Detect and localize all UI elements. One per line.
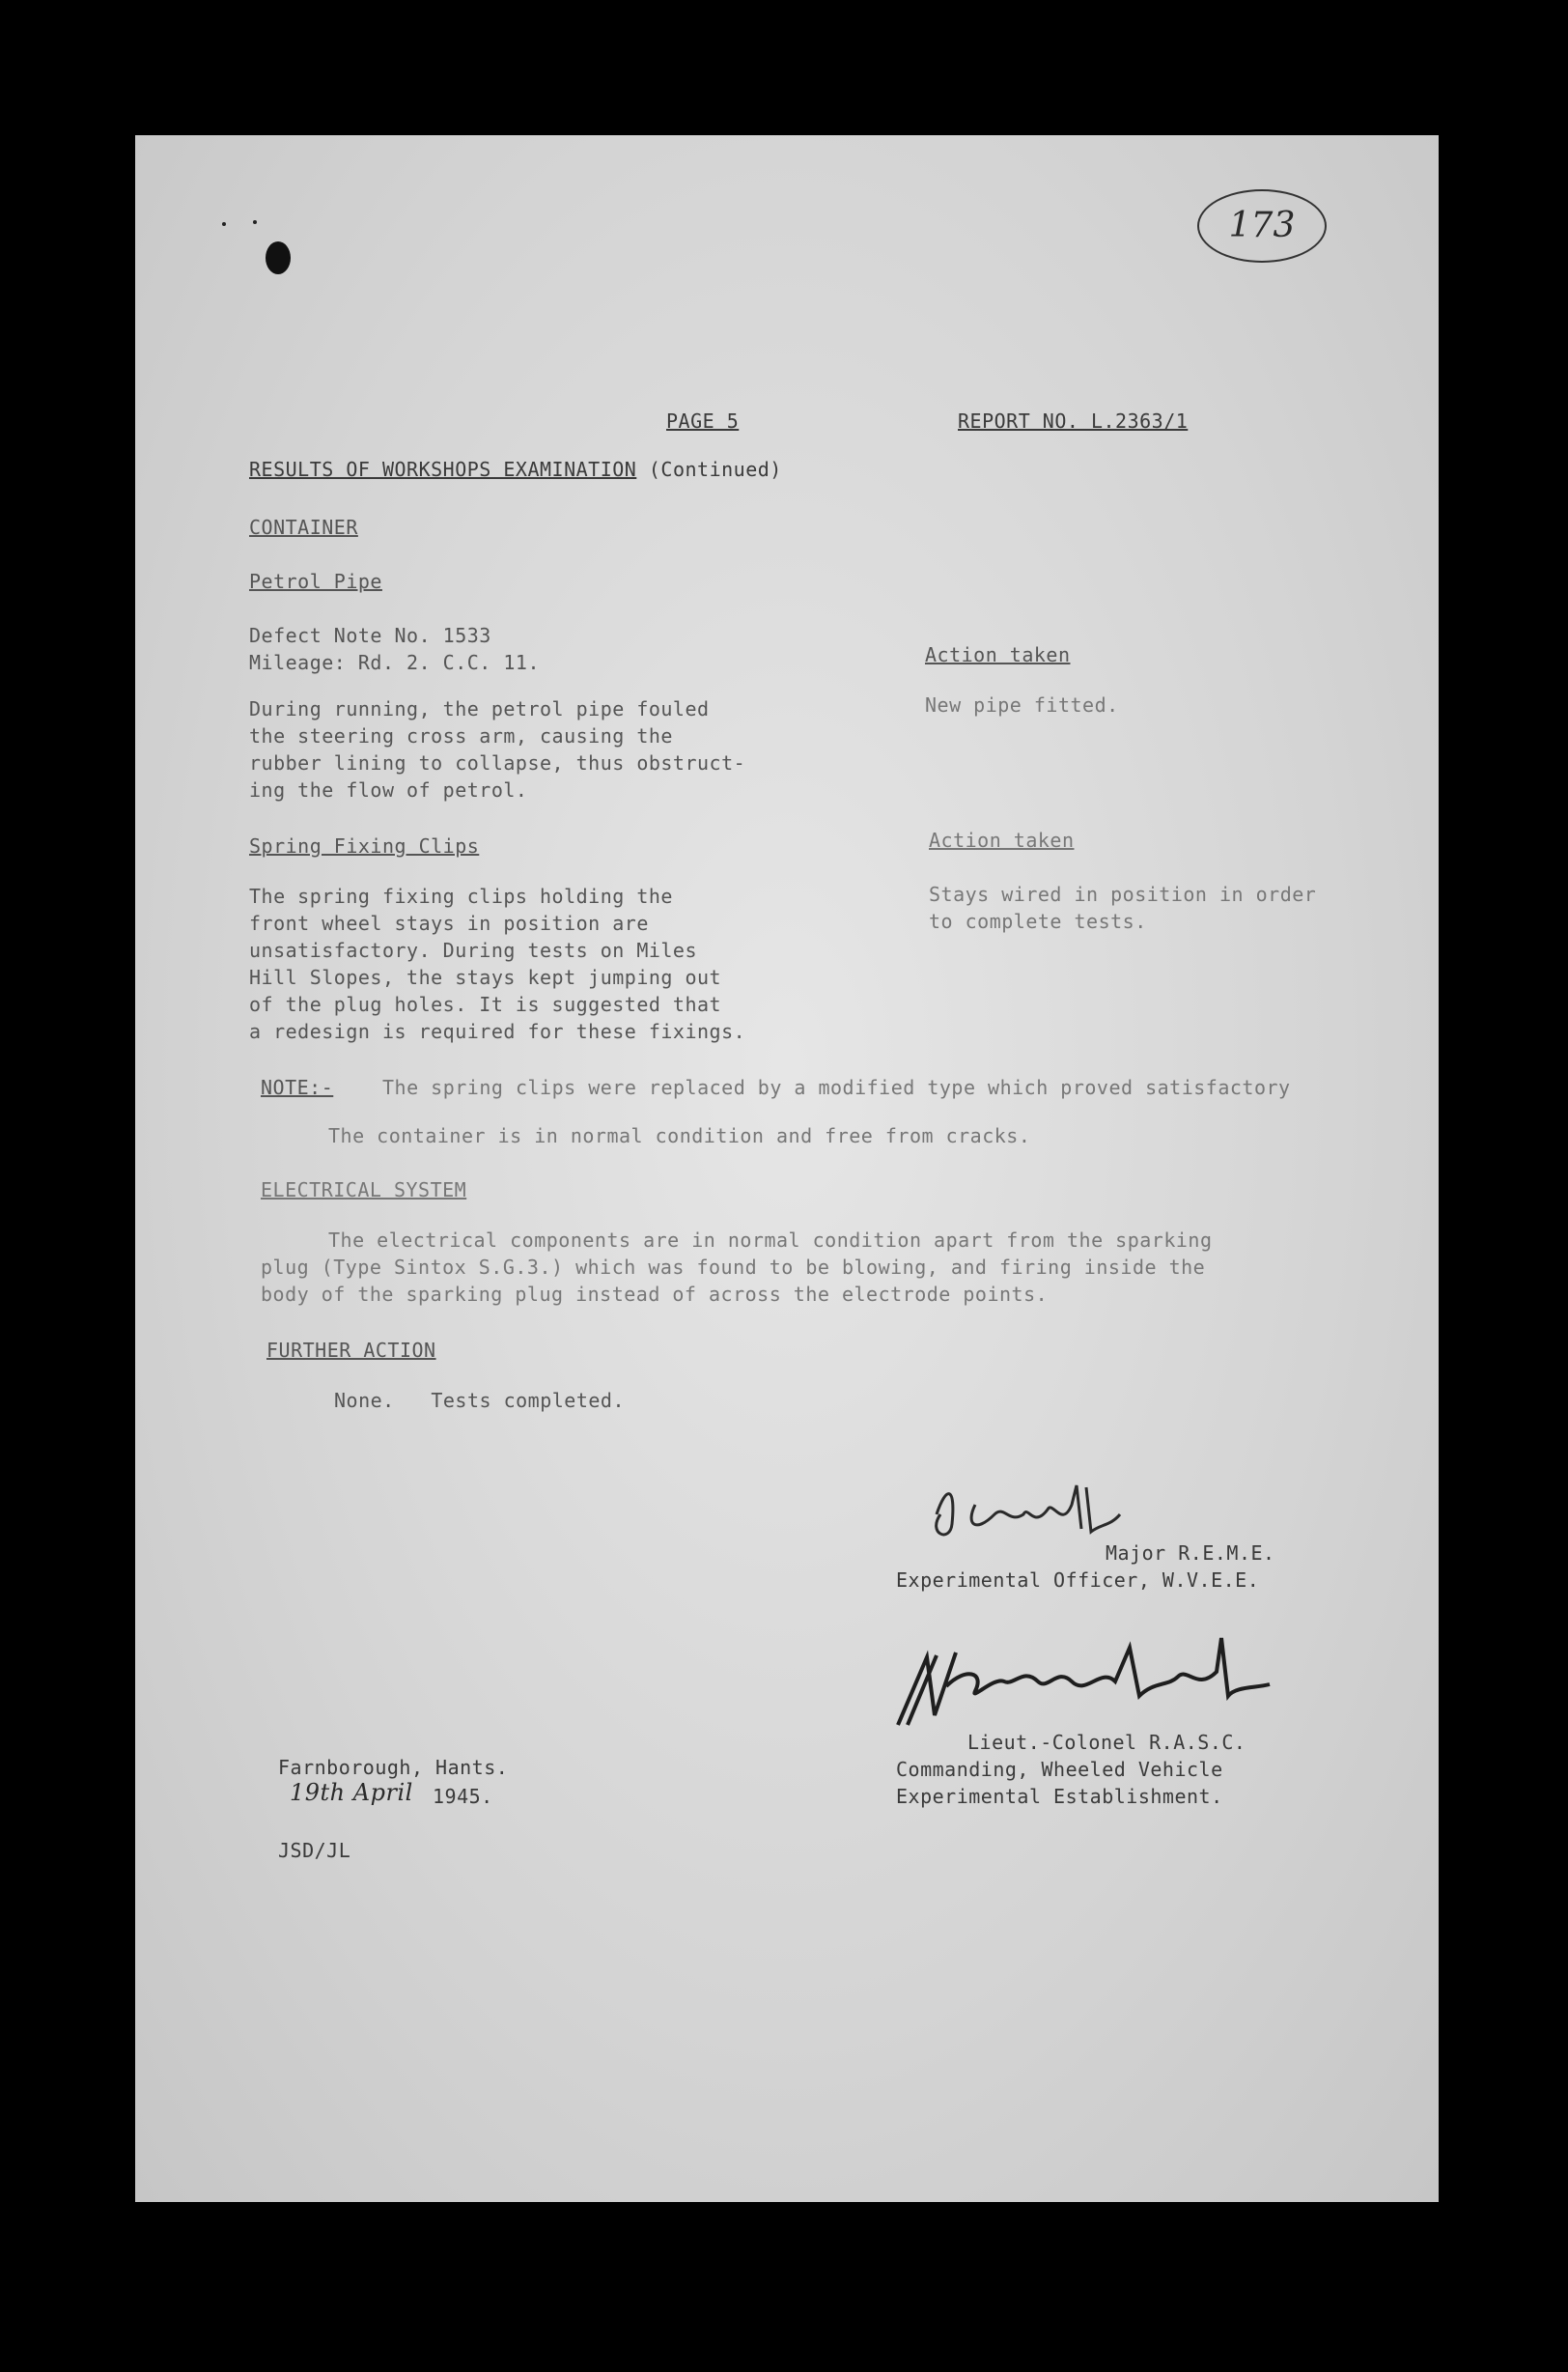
container-heading: CONTAINER [249,516,358,539]
signature-commanding-officer-drawing [888,1628,1274,1735]
petrol-body-line: the steering cross arm, causing the [249,724,673,748]
further-action-heading: FURTHER ACTION [266,1339,436,1362]
signatory1-title: Experimental Officer, W.V.E.E. [896,1568,1260,1592]
speck [222,222,226,226]
section-title-heading: RESULTS OF WORKSHOPS EXAMINATION [249,458,637,481]
electrical-heading: ELECTRICAL SYSTEM [261,1178,467,1201]
signatory1-rank: Major R.E.M.E. [1106,1541,1275,1565]
document-page [135,135,1439,2202]
signature-commanding-officer [888,1628,1274,1735]
petrol-body-line: During running, the petrol pipe fouled [249,697,710,720]
spring-action-line: to complete tests. [929,910,1147,933]
speck [253,220,257,224]
defect-note: Defect Note No. 1533 [249,624,491,647]
electrical-body-line: The electrical components are in normal condition apart from the sparking [328,1228,1213,1252]
punch-hole [266,241,291,274]
spring-action-heading: Action taken [929,829,1075,852]
spring-body-line: of the plug holes. It is suggested that [249,993,722,1016]
petrol-body-line: ing the flow of petrol. [249,778,528,802]
report-number: REPORT NO. L.2363/1 [958,409,1189,433]
spring-body-line: The spring fixing clips holding the [249,885,673,908]
spring-clips-heading: Spring Fixing Clips [249,834,480,858]
mileage: Mileage: Rd. 2. C.C. 11. [249,651,540,674]
note-label: NOTE:- [261,1076,334,1099]
spring-body-line: front wheel stays in position are [249,912,649,935]
page-number: PAGE 5 [666,409,740,433]
reference: JSD/JL [278,1839,351,1862]
folio-number: 173 [1197,189,1327,263]
place: Farnborough, Hants. [278,1756,509,1779]
signatory2-title-line1: Commanding, Wheeled Vehicle [896,1758,1223,1781]
further-action-text: None. Tests completed. [334,1389,625,1412]
date-year: 1945. [433,1785,493,1808]
petrol-pipe-heading: Petrol Pipe [249,570,382,593]
signatory2-title-line2: Experimental Establishment. [896,1785,1223,1808]
section-title-suffix: (Continued) [648,458,782,481]
electrical-body-line: body of the sparking plug instead of across the electrode points. [261,1283,1049,1306]
spring-action-line: Stays wired in position in order [929,883,1317,906]
petrol-body-line: rubber lining to collapse, thus obstruct- [249,751,746,775]
spring-body-line: unsatisfactory. During tests on Miles [249,939,698,962]
electrical-body-line: plug (Type Sintox S.G.3.) which was found to be blowing, and firing inside the [261,1256,1206,1279]
section-title [249,456,782,483]
date-handwritten: 19th April [290,1779,413,1806]
petrol-action-heading: Action taken [925,643,1071,666]
container-condition: The container is in normal condition and free from cracks. [328,1124,1031,1147]
spring-body-line: Hill Slopes, the stays kept jumping out [249,966,722,989]
signatory2-rank: Lieut.-Colonel R.A.S.C. [967,1731,1246,1754]
petrol-action: New pipe fitted. [925,693,1119,717]
note-text: The spring clips were replaced by a modified type which proved satisfactory [382,1076,1291,1099]
spring-body-line: a redesign is required for these fixings. [249,1020,746,1043]
